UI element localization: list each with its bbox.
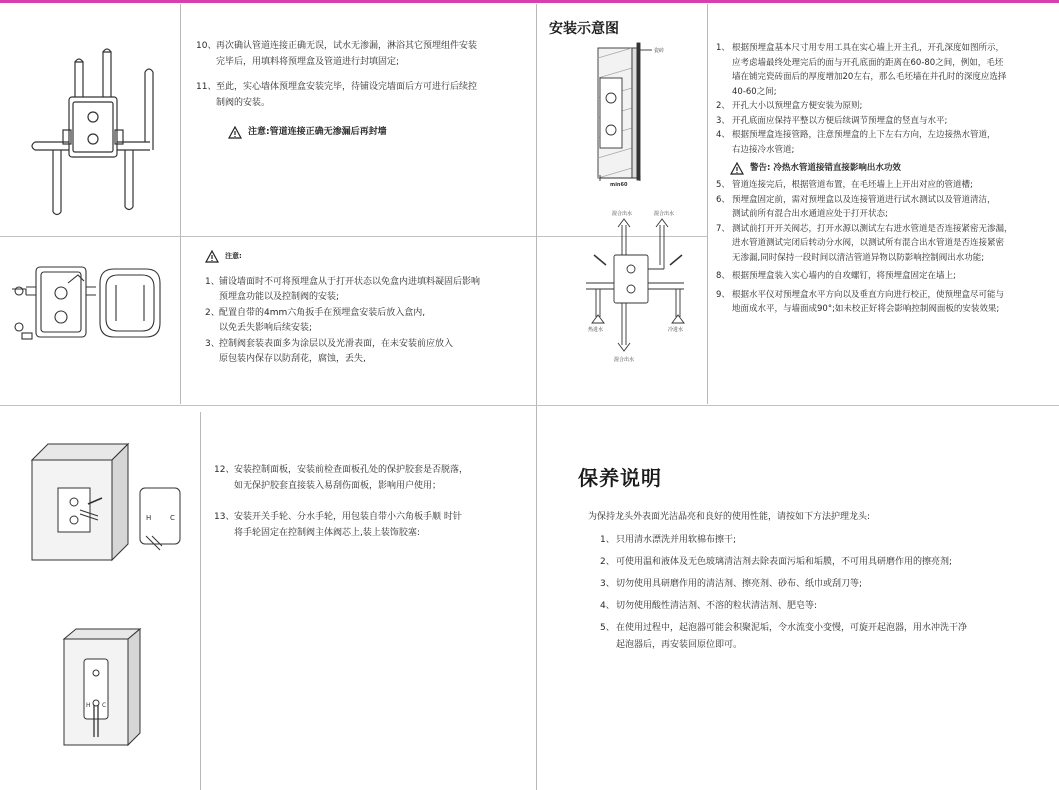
step-line: 配置自带的4mm六角扳手在预埋盒安装后放入盒内, [219,307,426,318]
step-line: 安装控制面板，安装前检查面板孔处的保护胶套是否脱落， [234,465,469,475]
step-line: 墙在铺完瓷砖面后的厚度增加20左右，那么毛坯墙在并孔时的深度应选择 [732,72,1007,82]
note-item-3 [205,338,530,369]
step-number: 11、 [196,82,217,92]
step-number: 7、 [716,223,730,234]
step-line: 根据预埋盒连接管路，注意预埋盒的上下左右方向，左边接热水管道， [732,130,996,140]
install-step-5 [716,179,1052,194]
step-number: 4、 [600,601,615,611]
warning-hot-cold [730,162,1052,175]
step-11 [196,81,526,112]
step-number: 12、 [214,465,235,475]
label-min-depth: min60 [610,182,628,188]
divider-bottom-left [200,412,201,790]
install-step-8 [716,270,1052,285]
step-line: 将手轮固定在控制阀主体阀芯上,装上装饰胶塞: [234,527,420,538]
maintenance-item-4 [600,599,1048,616]
label-hot-small: H [86,702,91,709]
divider-diagram-column [707,4,708,404]
step-line: 地面成水平，与墙面成90°;如未校正好将会影响控制阀面板的安装效果; [732,304,1000,314]
step-13 [214,511,529,542]
maintenance-item-1 [600,533,1048,550]
step-number: 1、 [205,276,220,287]
divider-center [536,4,537,790]
step-number: 2、 [716,101,730,111]
step-number: 3、 [716,115,730,126]
step-line: 切勿使用具研磨作用的清洁剂、擦亮剂、砂布、纸巾或刮刀等; [616,579,863,589]
label-mix-out-bottom: 混合出水 [614,357,635,363]
maintenance-title: 保养说明 [578,466,662,490]
step-line: 预埋盒功能以及控制阀的安装; [219,292,340,302]
install-step-4 [716,129,1052,158]
install-step-2 [716,100,1052,115]
step-number: 2、 [600,557,615,567]
top-accent-bar [0,0,1059,3]
step-line: 无渗漏,同时保持一段时间以清洁管道异物以防影响控制阀出水功能; [732,252,985,263]
label-hot: H [146,514,152,522]
step-number: 3、 [205,338,220,349]
note-title: 注意: [225,252,242,260]
step-line: 测试前打开开关阀芯，打开水源以测试左右进水管道是否连接紧密无渗漏， [732,223,1013,234]
step-number: 13、 [214,512,235,522]
step-line: 测试前所有混合出水通道应处于打开状态; [732,209,888,219]
step-line: 完毕后，用填料将预埋盒及管道进行封填固定; [216,56,400,67]
label-hot-inlet: 热进水 [588,327,604,333]
step-number: 4、 [716,130,730,140]
divider-middle [0,405,1059,406]
step-line: 至此，实心墙体预埋盒安装完毕，待铺设完墙面后方可进行后续控 [216,82,478,92]
maintenance-item-3 [600,577,1048,594]
step-line: 40-60之间; [732,86,777,97]
panel-top-left-text [196,40,526,140]
step-line: 管道连接完后，根据管道布置，在毛坯墙上上开出对应的管道槽; [732,180,973,190]
step-number: 2、 [205,307,220,318]
install-step-6 [716,194,1052,223]
panel-middle-left-text [205,250,530,369]
step-number: 9、 [716,289,730,300]
note-item-2 [205,307,530,338]
step-number: 5、 [600,623,615,633]
wall-depth-diagram [590,38,700,188]
valve-box-illustration [8,255,173,365]
install-step-9 [716,289,1052,318]
step-line: 原包装内保存以防刮花，腐蚀，丢失, [219,354,366,364]
step-line: 再次确认管道连接正确无误，试水无渗漏，淋浴其它预埋组件安装 [216,41,478,51]
step-line: 根据预埋盒基本尺寸用专用工具在实心墙上开主孔，开孔深度如图所示， [732,43,1005,53]
label-mix-out-left: 混合出水 [612,211,633,217]
installation-diagram-title: 安装示意图 [549,21,619,37]
step-line: 控制阀套装表面多为涂层以及光滑表面，在未安装前应放入 [219,338,454,349]
divider-top-left [0,236,536,237]
panel-top-right-text [716,42,1052,318]
label-mix-out-right: 混合出水 [654,211,675,217]
step-number: 8、 [716,271,730,281]
warning-text: 注意:管道连接正确无渗漏后再封墙 [248,127,387,137]
step-number: 3、 [600,579,615,589]
warning-icon [205,250,219,263]
label-cold-inlet: 冷进水 [668,327,684,333]
step-line: 只用清水漂洗并用软棉布擦干; [616,535,737,545]
step-line: 在使用过程中，起泡器可能会积聚泥垢，令水流变小变慢，可旋开起泡器，用水冲洗干净 [616,623,968,633]
warning-text: 警告: 冷热水管道接错直接影响出水功效 [750,163,901,174]
note-heading [205,250,530,264]
step-line: 预埋盒固定前，需对预埋盒以及连接管道进行试水测试以及管道清洁， [732,194,996,205]
step-line: 根据水平仪对预埋盒水平方向以及垂直方向进行校正，使预埋盒尽可能与 [732,289,1005,300]
note-item-1 [205,276,530,307]
step-line: 铺设墙面时不可将预埋盒从于打开状态以免盒内进填料凝固后影响 [219,276,481,287]
step-line: 制阀的安装。 [216,97,271,108]
step-line: 进水管道测试完闭后转动分水阀，以测试所有混合出水管道是否连接紧密 [732,238,1005,248]
step-line: 开孔底面应保持平整以方便后续调节预埋盒的竖直与水平; [732,115,948,126]
panel-install-illustration [28,440,188,570]
maintenance-intro: 为保持龙头外表面光洁晶亮和良好的使用性能，请按如下方法护理龙头: [588,512,871,522]
step-number: 1、 [716,43,730,53]
label-tile: 瓷砖 [654,48,665,54]
step-line: 起泡器后，再安装回原位即可。 [616,640,743,650]
step-number: 6、 [716,194,730,205]
panel-bottom-right-text [588,510,1048,655]
maintenance-item-2 [600,555,1048,572]
label-cold-small: C [102,702,107,709]
warning-icon [228,126,242,139]
install-step-3 [716,115,1052,130]
label-cold: C [170,514,175,522]
step-line: 根据预埋盒装入实心墙内的自攻螺钉，将预埋盒固定在墙上; [732,271,956,281]
install-step-1 [716,42,1052,100]
step-number: 1、 [600,535,615,545]
step-line: 安装开关手轮、分水手轮，用包装自带小六角板手顺 时针 [234,512,462,522]
panel-bottom-left-text [214,464,529,542]
step-line: 以免丢失影响后续安装; [219,323,313,333]
water-flow-diagram [576,205,701,370]
step-line: 开孔大小以预埋盒方便安装为原则; [732,101,863,111]
step-number: 10、 [196,41,217,51]
step-number: 5、 [716,180,730,190]
valve-pipes-illustration [15,42,165,222]
divider-left-column [180,4,181,404]
step-line: 右边接冷水管道; [732,144,795,155]
step-line: 如无保护胶套直接装入易刮伤面板，影响用户使用； [234,480,442,491]
finished-valve-illustration [60,625,170,755]
step-line: 可使用温和液体及无色玻璃清洁剂去除表面污垢和垢膜，不可用具研磨作用的擦亮剂; [616,557,953,567]
step-line: 切勿使用酸性清洁剂、不溶的粒状清洁剂、肥皂等: [616,601,818,611]
step-line: 应考虑墙最终处理完后的面与开孔底面的距离在60-80之间，例如，毛坯 [732,57,1004,68]
step-10 [196,40,526,71]
warning-seal-wall [228,126,526,140]
install-step-7 [716,223,1052,267]
maintenance-item-5 [600,621,1048,655]
step-12 [214,464,529,495]
warning-icon [730,162,744,175]
